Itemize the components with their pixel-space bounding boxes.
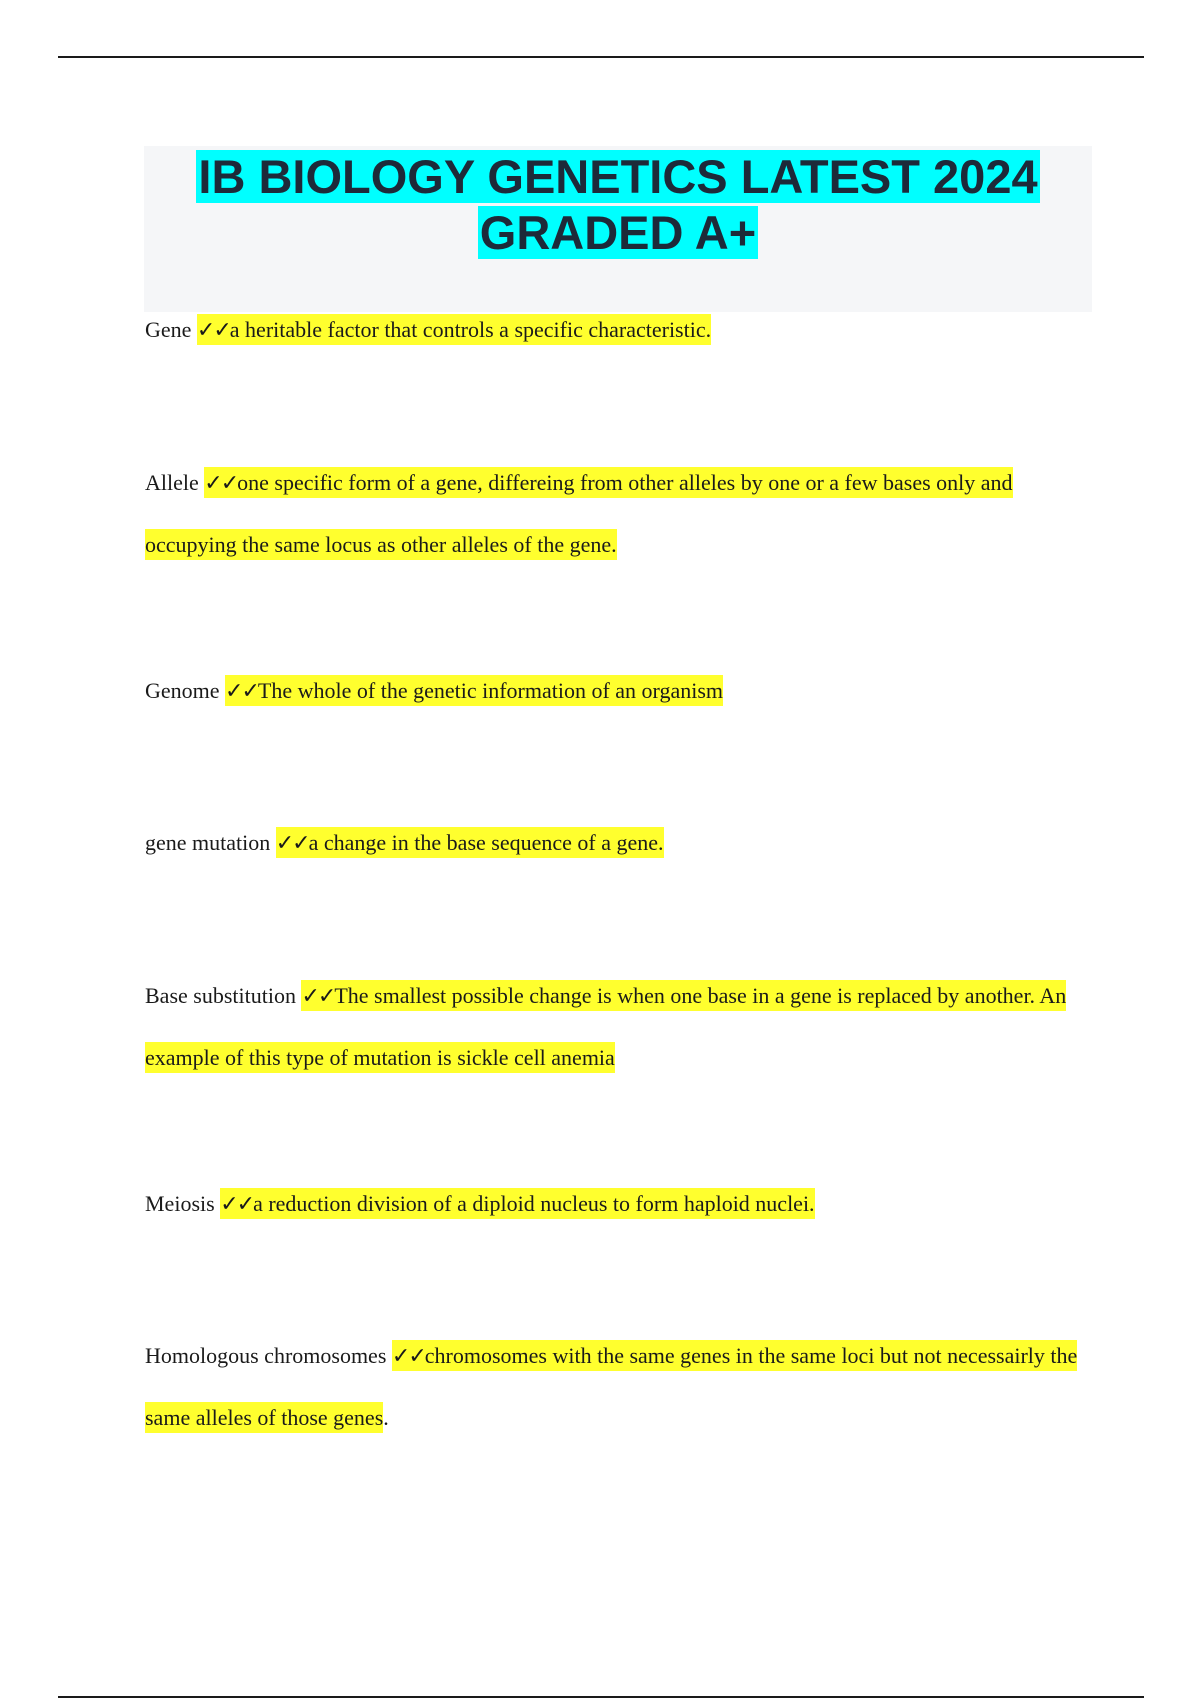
title-block <box>144 146 1092 312</box>
entry-homologous-chromosomes: Homologous chromosomes ✓✓chromosomes with the same genes in the same loci but not necessairly the same alleles of those genes. <box>145 1325 1090 1448</box>
check-icon: ✓✓ <box>196 318 230 343</box>
entry-definition: ✓✓one specific form of a gene, differeing from other alleles by one or a few bases only and occupying the same locus as other alleles of the gene. <box>145 467 1013 560</box>
entry-allele <box>145 452 1090 575</box>
entry-definition: ✓✓a heritable factor that controls a specific characteristic. <box>197 314 711 345</box>
check-icon: ✓✓ <box>220 1192 254 1217</box>
entry-term: Meiosis <box>145 1191 215 1216</box>
entry-term: Homologous chromosomes <box>145 1343 387 1368</box>
top-rule <box>58 56 1144 58</box>
entry-term: gene mutation <box>145 830 271 855</box>
entry-definition: ✓✓The whole of the genetic information of an organism <box>225 675 723 706</box>
entry-definition: ✓✓chromosomes with the same genes in the same loci but not necessairly the same alleles of those genes <box>145 1340 1077 1433</box>
entry-definition: ✓✓The smallest possible change is when one base in a gene is replaced by another. An example of this type of mutation is sickle cell anemia <box>145 980 1066 1073</box>
entry-meiosis <box>145 1173 1090 1235</box>
entry-term: Base substitution <box>145 983 296 1008</box>
entry-base-substitution <box>145 965 1090 1088</box>
entry-definition: ✓✓a change in the base sequence of a gene. <box>276 827 664 858</box>
entry-gene-mutation <box>145 812 1090 874</box>
check-icon: ✓✓ <box>301 984 335 1009</box>
entry-term: Genome <box>145 678 220 703</box>
entry-gene <box>145 299 1090 361</box>
document-title: IB BIOLOGY GENETICS LATEST 2024 GRADED A+ <box>198 150 1038 259</box>
entry-genome <box>145 660 1090 722</box>
entry-term: Allele <box>145 470 199 495</box>
check-icon: ✓✓ <box>275 831 309 856</box>
bottom-rule <box>58 1696 1144 1698</box>
entry-definition: ✓✓a reduction division of a diploid nucleus to form haploid nuclei. <box>220 1188 814 1219</box>
check-icon: ✓✓ <box>204 471 238 496</box>
check-icon: ✓✓ <box>391 1344 425 1369</box>
check-icon: ✓✓ <box>225 679 258 704</box>
entry-term: Gene <box>145 317 192 342</box>
